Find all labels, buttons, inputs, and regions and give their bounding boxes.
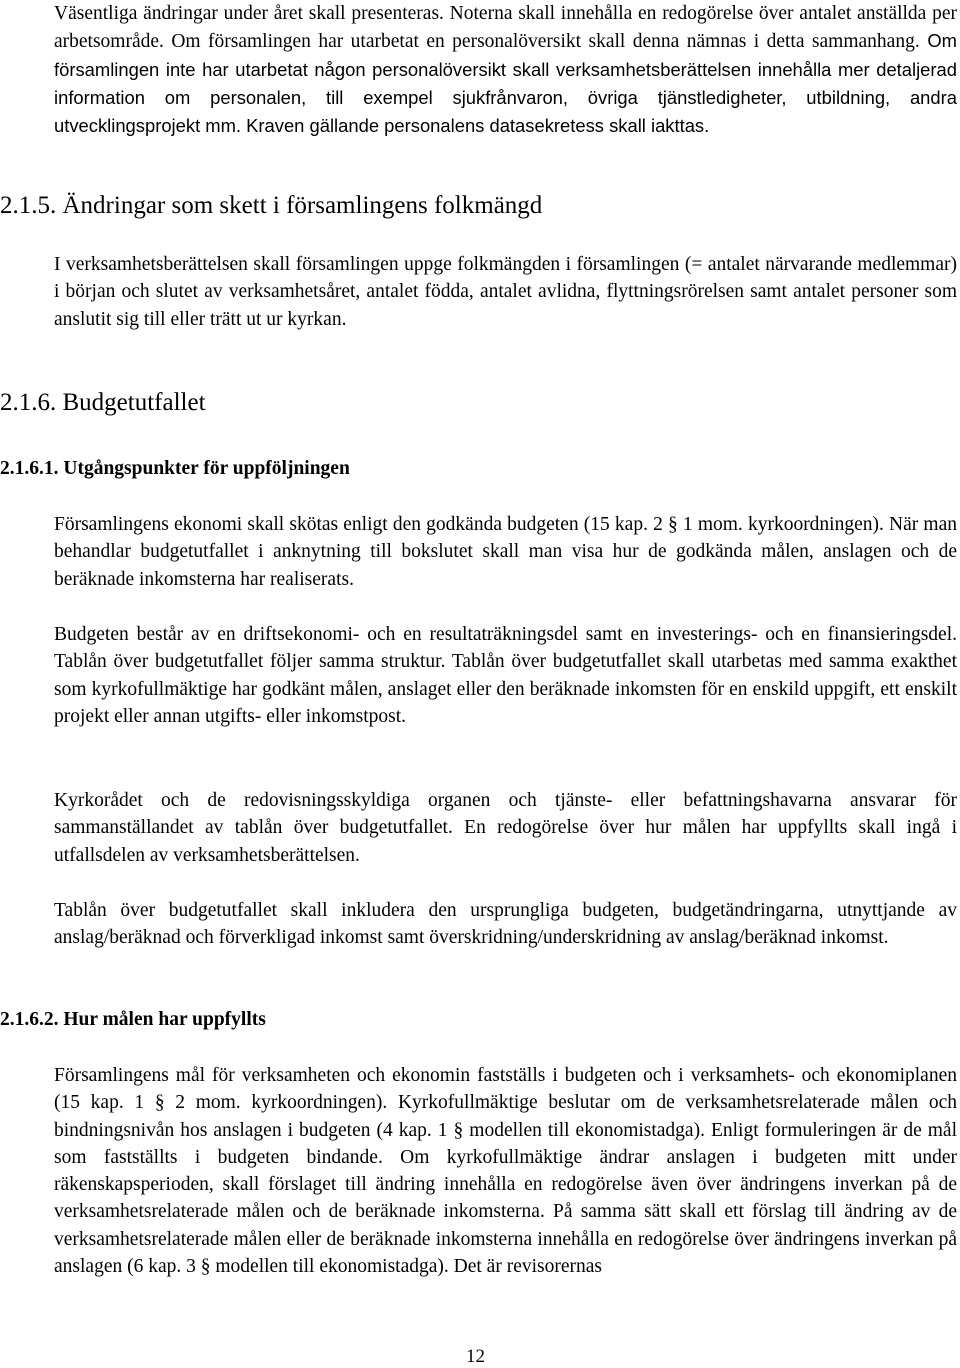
section-2-1-6-1-paragraph-3: Kyrkorådet och de redovisningsskyldiga organen och tjänste- eller befattningshavarna ansvarar för sammanställandet av tablån över budgetutfallet. En redogörelse över hur målen har uppfyllts skall ingå i utfallsdelen av verksamhetsberättelsen. — [54, 790, 957, 866]
section-heading-2-1-5: 2.1.5. Ändringar som skett i församlingens folkmängd — [0, 192, 543, 219]
section-heading-2-1-6-2: 2.1.6.2. Hur målen har uppfyllts — [0, 1009, 266, 1030]
page-number: 12 — [466, 1346, 485, 1367]
section-2-1-6-1-paragraph-1: Församlingens ekonomi skall skötas enligt den godkända budgeten (15 kap. 2 § 1 mom. kyrkoordningen). När man behandlar budgetutfallet i anknytning till bokslutet skall man visa hur de godkända målen, anslagen och de beräknade inkomsterna har realiserats. — [54, 514, 957, 590]
section-heading-2-1-6-1: 2.1.6.1. Utgångspunkter för uppföljningen — [0, 458, 350, 479]
intro-paragraph — [54, 0, 957, 140]
section-heading-2-1-6: 2.1.6. Budgetutfallet — [0, 389, 206, 416]
intro-text-serif: Väsentliga ändringar under året skall presenteras. Noterna skall innehålla en redogörelse över antalet anställda per arbetsområde. Om församlingen har utarbetat en personalöversikt skall denna nämnas i detta sammanhang. — [54, 3, 957, 53]
section-2-1-5-body: I verksamhetsberättelsen skall församlingen uppge folkmängden i församlingen (= antalet närvarande medlemmar) i början och slutet av verksamhetsåret, antalet födda, antalet avlidna, flyttningsrörelsen samt antalet personer som anslutit sig till eller trätt ut ur kyrkan. — [54, 254, 957, 330]
section-2-1-6-2-body: Församlingens mål för verksamheten och ekonomin fastställs i budgeten och i verksamhets- och ekonomiplanen (15 kap. 1 § 2 mom. kyrkoordningen). Kyrkofullmäktige beslutar om de verksamhetsrelaterade målen och bindningsnivån hos anslagen i budgeten (4 kap. 1 § modellen till ekonomistadga). Enligt formuleringen är de mål som fastställts i budgeten bindande. Om kyrkofullmäktige ändrar anslagen i budgeten mitt under räkenskapsperioden, skall förslaget till ändring innehålla en redogörelse även över ändringens inverkan på de verksamhetsrelaterade målen och de beräknade inkomsterna. På samma sätt skall ett förslag till ändring av de verksamhetsrelaterade målen eller de beräknade inkomsterna innehålla en redogörelse över ändringens inverkan på anslagen (6 kap. 3 § modellen till ekonomistadga). Det är revisorernas — [54, 1065, 957, 1278]
intro-text-sans: Om församlingen inte har utarbetat någon personalöversikt skall verksamhetsberättelsen innehålla mer detaljerad information om personalen, till exempel sjukfrånvaron, övriga tjänstledigheter, utbildning, andra utvecklingsprojekt mm. Kraven gällande personalens datasekretess skall iakttas. — [54, 30, 957, 137]
section-2-1-6-1-paragraph-2: Budgeten består av en driftsekonomi- och en resultaträkningsdel samt en investerings- och en finansieringsdel. Tablån över budgetutfallet följer samma struktur. Tablån över budgetutfallet skall utarbetas med samma exakthet som kyrkofullmäktige har godkänt målen, anslaget eller den beräknade inkomsten för en enskild uppgift, ett enskilt projekt eller annan utgifts- eller inkomstpost. — [54, 624, 957, 727]
section-2-1-6-1-paragraph-4: Tablån över budgetutfallet skall inkludera den ursprungliga budgeten, budgetändringarna, utnyttjande av anslag/beräknad och förverkligad inkomst samt överskridning/underskridning av anslag/beräknad inkomst. — [54, 900, 957, 949]
